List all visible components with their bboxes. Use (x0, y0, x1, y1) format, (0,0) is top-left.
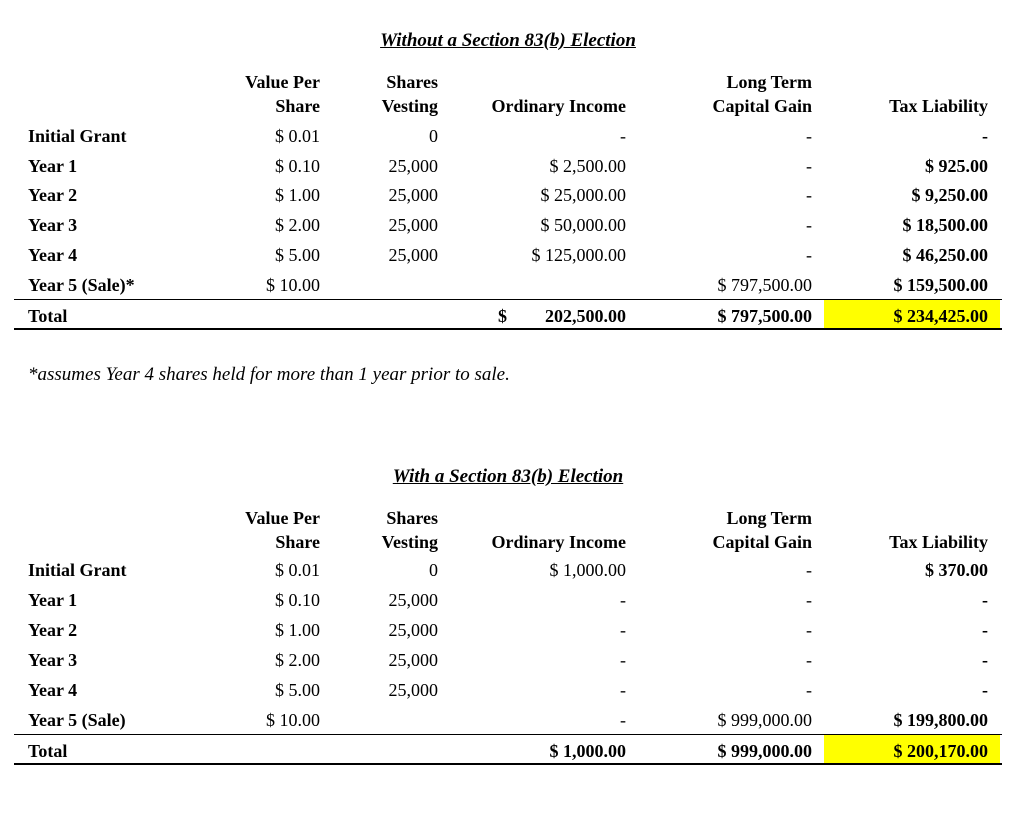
row-label: Year 4 (28, 245, 78, 265)
table-with-83b (14, 466, 1002, 776)
total-label: Total (28, 741, 68, 761)
shares-vesting: 25,000 (388, 156, 438, 176)
shares-vesting: 25,000 (388, 185, 438, 205)
ltcg: - (806, 126, 812, 146)
rule-below-total (14, 328, 1002, 330)
value-per-share: $ 1.00 (275, 620, 320, 640)
tax-liability: - (982, 590, 988, 610)
shares-vesting: 25,000 (388, 680, 438, 700)
tax-liability: - (982, 620, 988, 640)
table-without-83b (14, 30, 1002, 340)
ordinary-income: - (620, 620, 626, 640)
shares-vesting: 0 (429, 560, 438, 580)
ordinary-income: - (620, 590, 626, 610)
row-label: Year 2 (28, 185, 78, 205)
shares-vesting: 25,000 (388, 590, 438, 610)
total-ordinary-income: 202,500.00 (545, 306, 626, 326)
value-per-share: $ 5.00 (275, 680, 320, 700)
ordinary-income: - (620, 126, 626, 146)
row-label: Initial Grant (28, 126, 127, 146)
header-ltcg: Long Term Capital Gain (712, 72, 812, 116)
tax-liability: $ 18,500.00 (902, 215, 988, 235)
ordinary-income: - (620, 680, 626, 700)
ltcg: - (806, 680, 812, 700)
tax-liability: $ 9,250.00 (911, 185, 988, 205)
value-per-share: $ 1.00 (275, 185, 320, 205)
shares-vesting: 25,000 (388, 650, 438, 670)
total-ltcg: $ 797,500.00 (717, 306, 812, 326)
ltcg: $ 797,500.00 (717, 275, 812, 295)
row-label: Year 5 (Sale)* (28, 275, 135, 295)
ordinary-income: $ 1,000.00 (549, 560, 626, 580)
header-ordinary-income: Ordinary Income (491, 96, 626, 116)
total-ordinary-income: $ 1,000.00 (549, 741, 626, 761)
value-per-share: $ 10.00 (266, 275, 320, 295)
row-label: Year 3 (28, 650, 78, 670)
tax-liability: $ 159,500.00 (893, 275, 988, 295)
row-label: Initial Grant (28, 560, 127, 580)
total-tax-liability: $ 234,425.00 (893, 306, 988, 326)
value-per-share: $ 0.01 (275, 560, 320, 580)
rule-below-total (14, 763, 1002, 765)
header-shares-vesting: Shares Vesting (381, 508, 438, 552)
row-label: Year 3 (28, 215, 78, 235)
shares-vesting: 25,000 (388, 620, 438, 640)
tax-liability: - (982, 126, 988, 146)
shares-vesting: 25,000 (388, 245, 438, 265)
header-ltcg: Long Term Capital Gain (712, 508, 812, 552)
row-label: Year 2 (28, 620, 78, 640)
header-tax-liability: Tax Liability (889, 532, 988, 552)
tax-liability: - (982, 680, 988, 700)
value-per-share: $ 2.00 (275, 215, 320, 235)
tax-liability: - (982, 650, 988, 670)
value-per-share: $ 10.00 (266, 710, 320, 730)
table-title: With a Section 83(b) Election (392, 466, 624, 487)
ltcg: - (806, 156, 812, 176)
total-ordinary-sign: $ (498, 306, 507, 326)
ordinary-income: $ 50,000.00 (540, 215, 626, 235)
ordinary-income: - (620, 650, 626, 670)
header-ordinary-income: Ordinary Income (491, 532, 626, 552)
ordinary-income: $ 2,500.00 (549, 156, 626, 176)
shares-vesting: 0 (429, 126, 438, 146)
value-per-share: $ 0.01 (275, 126, 320, 146)
total-tax-liability: $ 200,170.00 (893, 741, 988, 761)
row-label: Year 1 (28, 156, 78, 176)
value-per-share: $ 0.10 (275, 156, 320, 176)
total-ltcg: $ 999,000.00 (717, 741, 812, 761)
value-per-share: $ 2.00 (275, 650, 320, 670)
tax-liability: $ 370.00 (925, 560, 988, 580)
ltcg: - (806, 650, 812, 670)
ordinary-income: $ 25,000.00 (540, 185, 626, 205)
row-label: Year 5 (Sale) (28, 710, 126, 730)
header-value-per-share: Value Per Share (245, 508, 320, 552)
ltcg: - (806, 590, 812, 610)
ltcg: - (806, 215, 812, 235)
ltcg: $ 999,000.00 (717, 710, 812, 730)
ltcg: - (806, 620, 812, 640)
row-label: Year 4 (28, 680, 78, 700)
footnote: *assumes Year 4 shares held for more than 1 year prior to sale. (28, 364, 510, 385)
total-label: Total (28, 306, 68, 326)
header-value-per-share: Value Per Share (245, 72, 320, 116)
row-label: Year 1 (28, 590, 78, 610)
tax-liability: $ 199,800.00 (893, 710, 988, 730)
header-shares-vesting: Shares Vesting (381, 72, 438, 116)
ordinary-income: $ 125,000.00 (531, 245, 626, 265)
value-per-share: $ 5.00 (275, 245, 320, 265)
shares-vesting: 25,000 (388, 215, 438, 235)
ltcg: - (806, 185, 812, 205)
ltcg: - (806, 560, 812, 580)
tax-liability: $ 46,250.00 (902, 245, 988, 265)
value-per-share: $ 0.10 (275, 590, 320, 610)
header-tax-liability: Tax Liability (889, 96, 988, 116)
tax-liability: $ 925.00 (925, 156, 988, 176)
ordinary-income: - (620, 710, 626, 730)
ltcg: - (806, 245, 812, 265)
table-title: Without a Section 83(b) Election (380, 30, 636, 51)
